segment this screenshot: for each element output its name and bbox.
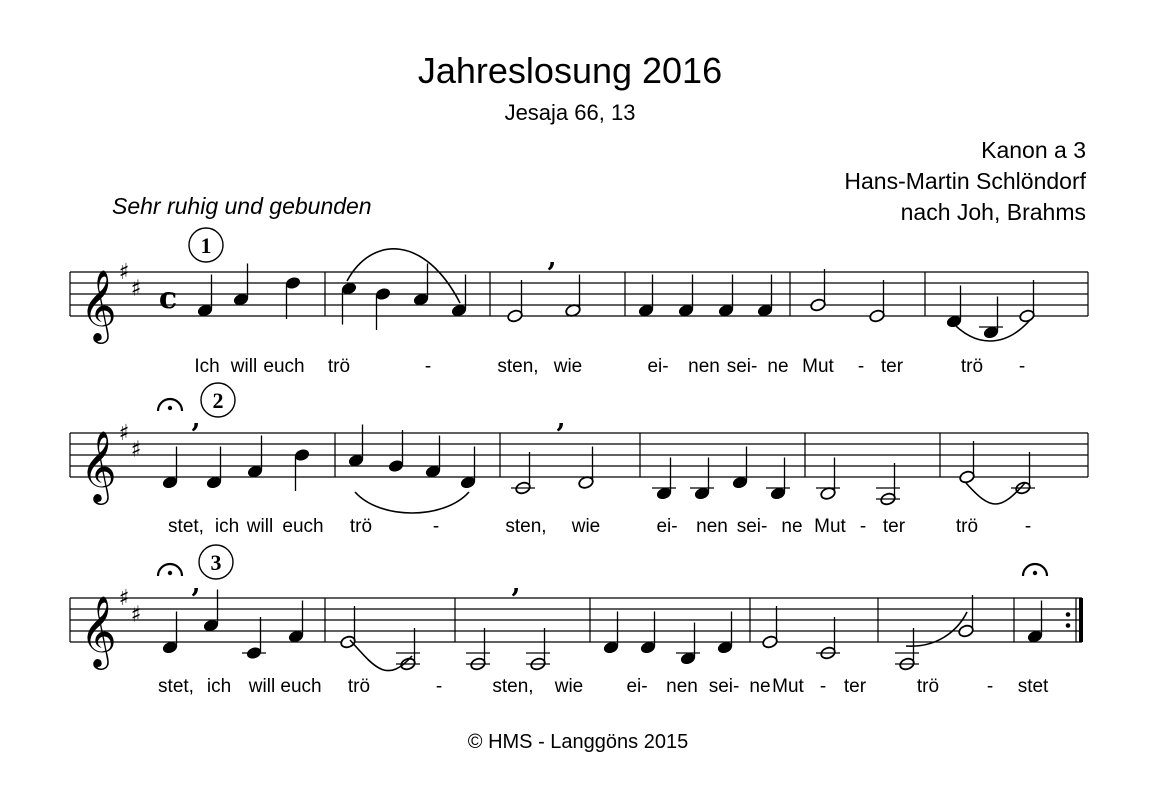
- lyric-syllable: nen: [696, 516, 728, 537]
- lyric-syllable: -: [1024, 516, 1032, 537]
- lyric-syllable: euch: [282, 516, 324, 537]
- slur: [906, 612, 967, 646]
- breath-mark-icon: ,: [191, 569, 201, 599]
- entry-number: 3: [210, 550, 222, 575]
- fermata-dot: [1033, 571, 1037, 575]
- lyric-syllable: Mut: [802, 356, 834, 377]
- common-time-icon: c: [158, 281, 178, 316]
- breath-mark-icon: ,: [556, 404, 566, 434]
- lyric-syllable: will: [248, 676, 276, 697]
- lyric-syllable: trö: [349, 516, 373, 537]
- lyric-syllable: nen: [688, 356, 720, 377]
- sharp-icon: ♯: [130, 276, 142, 302]
- lyric-syllable: trö: [327, 356, 351, 377]
- lyric-syllable: sei-: [736, 516, 768, 537]
- lyric-syllable: ter: [882, 516, 906, 537]
- sharp-icon: ♯: [118, 421, 130, 446]
- lyric-syllable: sten,: [492, 676, 534, 697]
- lyric-syllable: trö: [916, 676, 940, 697]
- lyric-syllable: trö: [960, 356, 984, 377]
- composer-name: Hans-Martin Schlöndorf: [844, 168, 1086, 194]
- lyric-syllable: ne: [749, 676, 771, 697]
- lyric-syllable: stet,: [158, 676, 194, 697]
- repeat-dot: [1066, 612, 1071, 617]
- copyright-footer: © HMS - Langgöns 2015: [467, 731, 689, 753]
- lyric-syllable: wie: [554, 676, 584, 697]
- treble-clef-icon: 𝄞: [80, 594, 117, 667]
- lyric-syllable: sei-: [708, 676, 740, 697]
- lyric-syllable: Mut: [814, 516, 846, 537]
- fermata-dot: [168, 406, 172, 410]
- breath-mark-icon: ,: [547, 243, 557, 273]
- lyric-syllable: ei-: [626, 676, 648, 697]
- slur: [966, 483, 1025, 504]
- lyric-syllable: Mut: [772, 676, 804, 697]
- after-composer: nach Joh, Brahms: [900, 199, 1086, 225]
- lyric-syllable: wie: [571, 516, 601, 537]
- quarter-note: [375, 287, 392, 301]
- half-note: [507, 309, 524, 323]
- lyric-syllable: nen: [666, 676, 698, 697]
- breath-mark-icon: ,: [511, 569, 521, 599]
- lyric-syllable: -: [819, 676, 827, 697]
- fermata-dot: [168, 571, 172, 575]
- scripture-reference: Jesaja 66, 13: [504, 100, 636, 125]
- lyric-syllable: -: [424, 356, 432, 377]
- lyric-syllable: trö: [347, 676, 371, 697]
- half-note: [959, 470, 976, 484]
- lyric-syllable: sten,: [497, 356, 539, 377]
- lyric-syllable: ei-: [656, 516, 678, 537]
- sharp-icon: ♯: [118, 260, 130, 285]
- slur: [347, 249, 460, 303]
- lyric-syllable: -: [435, 676, 443, 697]
- quarter-note: [285, 276, 302, 290]
- lyric-syllable: sten,: [505, 516, 547, 537]
- lyric-syllable: ne: [767, 356, 789, 377]
- lyric-syllable: ne: [781, 516, 803, 537]
- lyric-syllable: ich: [214, 516, 240, 537]
- lyric-syllable: ter: [880, 356, 904, 377]
- slur: [355, 492, 469, 513]
- page-title: Jahreslosung 2016: [417, 50, 723, 91]
- sharp-icon: ♯: [130, 437, 142, 463]
- lyric-syllable: will: [230, 356, 258, 377]
- quarter-note: [294, 448, 311, 462]
- treble-clef-icon: 𝄞: [80, 429, 117, 502]
- lyric-syllable: stet,: [168, 516, 204, 537]
- lyric-syllable: wie: [553, 356, 583, 377]
- breath-mark-icon: ,: [191, 404, 201, 434]
- lyric-syllable: -: [986, 676, 994, 697]
- canon-label: Kanon a 3: [981, 137, 1086, 163]
- final-barline-thick: [1079, 598, 1083, 642]
- repeat-dot: [1066, 623, 1071, 628]
- lyric-syllable: Ich: [194, 356, 220, 377]
- quarter-note: [388, 459, 405, 473]
- half-note: [762, 635, 779, 649]
- half-note: [958, 624, 975, 638]
- lyric-syllable: trö: [955, 516, 979, 537]
- lyric-syllable: -: [859, 516, 867, 537]
- lyric-syllable: euch: [263, 356, 305, 377]
- lyric-syllable: sei-: [726, 356, 758, 377]
- half-note: [340, 635, 357, 649]
- tempo-marking: Sehr ruhig und gebunden: [112, 193, 372, 219]
- lyric-syllable: ter: [843, 676, 867, 697]
- sharp-icon: ♯: [118, 586, 130, 611]
- lyric-syllable: -: [1018, 356, 1026, 377]
- lyric-syllable: euch: [280, 676, 322, 697]
- half-note: [810, 298, 827, 312]
- lyric-syllable: -: [432, 516, 440, 537]
- lyric-syllable: -: [857, 356, 865, 377]
- half-note: [869, 309, 886, 323]
- sharp-icon: ♯: [130, 602, 142, 628]
- treble-clef-icon: 𝄞: [80, 268, 117, 341]
- half-note: [1019, 309, 1036, 323]
- lyric-syllable: ei-: [647, 356, 669, 377]
- entry-number: 2: [212, 388, 224, 413]
- lyric-syllable: ich: [206, 676, 232, 697]
- lyric-syllable: will: [246, 516, 274, 537]
- lyric-syllable: stet: [1017, 676, 1049, 697]
- entry-number: 1: [200, 233, 212, 258]
